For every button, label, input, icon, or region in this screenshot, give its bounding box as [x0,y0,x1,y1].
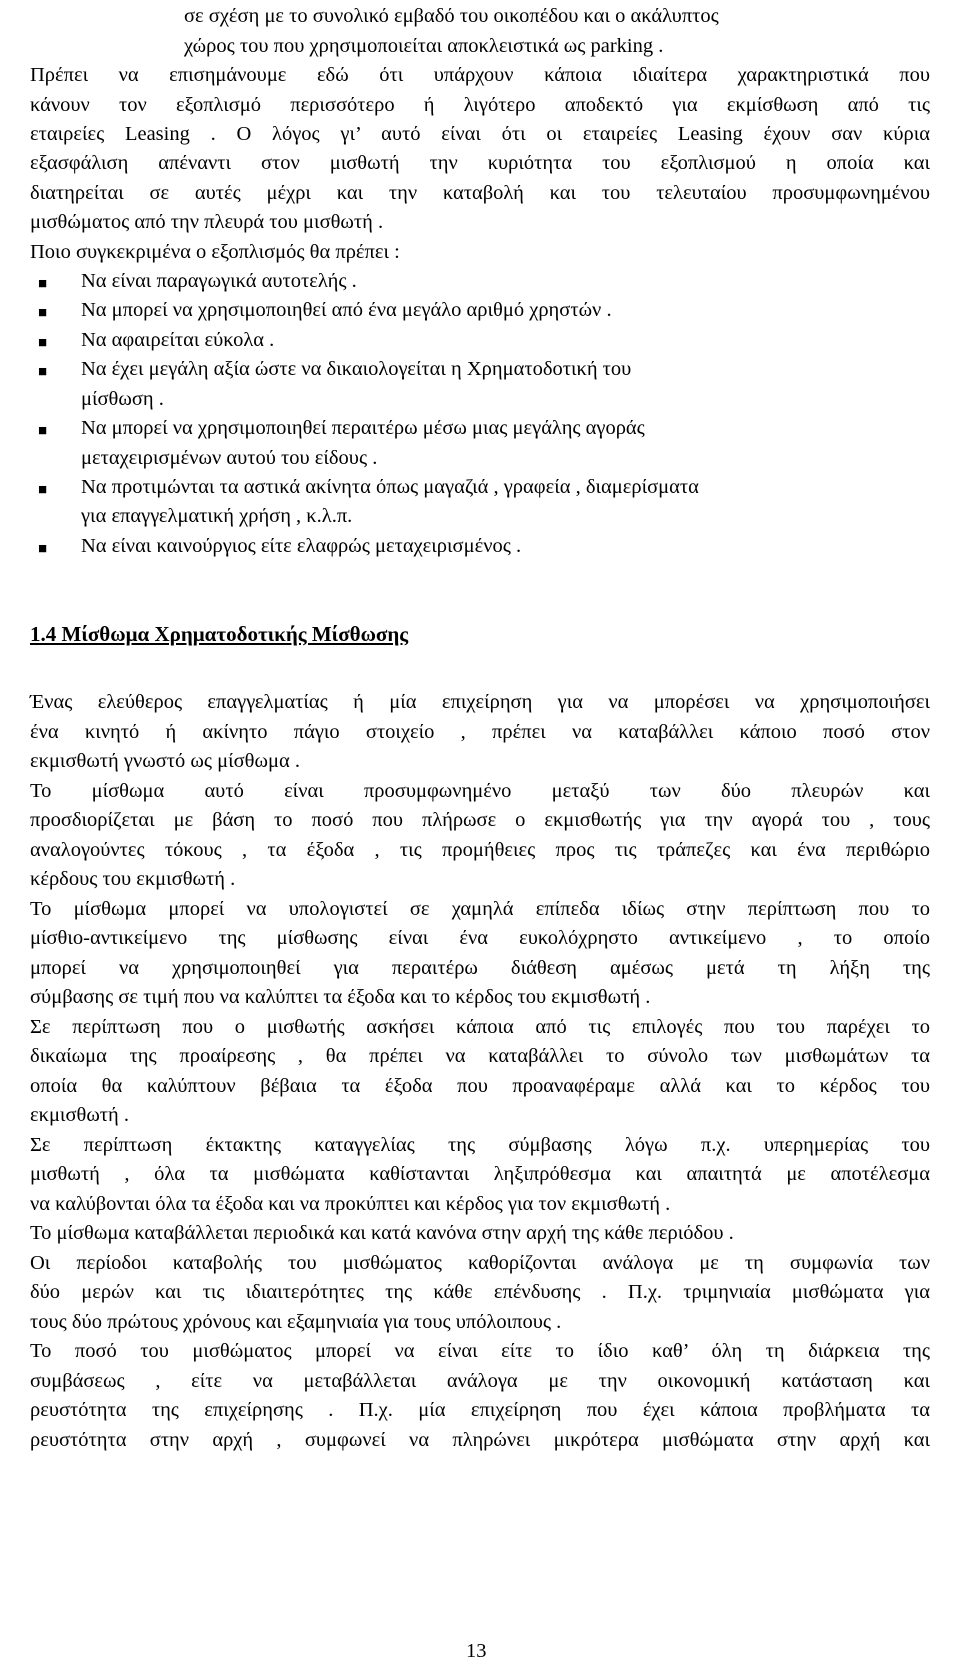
page-number: 13 [466,1640,487,1662]
body-line: να καλύβονται όλα τα έξοδα και να προκύπτει και κέρδος για τον εκμισθωτή . [30,1193,671,1215]
body-line: Το ποσό του μισθώματος μπορεί να είναι είτε το ίδιο καθ’ όλη τη διάρκεια της [30,1340,930,1362]
para1-line-2: κάνουν τον εξοπλισμό περισσότερο ή λιγότερο αποδεκτό για εκμίσθωση από τις [30,94,930,116]
body-line: μίσθιο-αντικείμενο της μίσθωσης είναι ένα ευκολόχρηστο αντικείμενο , το οποίο [30,927,930,949]
body-line: τους δύο πρώτους χρόνους και εξαμηνιαία για τους υπόλοιπους . [30,1311,562,1333]
body-line: ρευστότητα στην αρχή , συμφωνεί να πληρώνει μικρότερα μισθώματα στην αρχή και [30,1429,930,1451]
list-item: Να μπορεί να χρησιμοποιηθεί περαιτέρω μέσω μιας μεγάλης αγοράς [81,417,645,439]
para1-line-4: εξασφάλιση απέναντι στον μισθωτή την κυριότητα του εξοπλισμού η οποία και [30,152,930,174]
list-item: Να προτιμώνται τα αστικά ακίνητα όπως μαγαζιά , γραφεία , διαμερίσματα [81,476,699,498]
bullet-icon: ■ [38,335,48,351]
list-item: Να είναι παραγωγικά αυτοτελής . [81,270,357,292]
list-item: Να αφαιρείται εύκολα . [81,329,275,351]
body-line: Το μίσθωμα καταβάλλεται περιοδικά και κατά κανόνα στην αρχή της κάθε περιόδου . [30,1222,734,1244]
bullet-icon: ■ [38,305,48,321]
body-line: συμβάσεως , είτε να μεταβάλλεται ανάλογα με την οικονομική κατάσταση και [30,1370,930,1392]
list-item-continuation: μεταχειρισμένων αυτού του είδους . [81,447,378,469]
body-line: μισθωτή , όλα τα μισθώματα καθίστανται ληξιπρόθεσμα και απαιτητά με αποτέλεσμα [30,1163,930,1185]
bullet-icon: ■ [38,423,48,439]
list-item: Να μπορεί να χρησιμοποιηθεί από ένα μεγάλο αριθμό χρηστών . [81,299,612,321]
body-line: μπορεί να χρησιμοποιηθεί για περαιτέρω διάθεση αμέσως μετά τη λήξη της [30,957,930,979]
body-line: Το μίσθωμα αυτό είναι προσυμφωνημένο μεταξύ των δύο πλευρών και [30,780,930,802]
body-line: ρευστότητα της επιχείρησης . Π.χ. μία επιχείρηση που έχει κάποια προβλήματα τα [30,1399,930,1421]
list-item: Να έχει μεγάλη αξία ώστε να δικαιολογείται η Χρηματοδοτική του [81,358,632,380]
body-line: εκμισθωτή γνωστό ως μίσθωμα . [30,750,300,772]
body-line: Ένας ελεύθερος επαγγελματίας ή μία επιχείρηση για να μπορέσει να χρησιμοποιήσει [30,691,930,713]
list-item-continuation: μίσθωση . [81,388,164,410]
intro-line-1: σε σχέση με το συνολικό εμβαδό του οικοπέδου και ο ακάλυπτος [184,5,719,27]
body-line: δικαίωμα της προαίρεσης , θα πρέπει να καταβάλλει το σύνολο των μισθωμάτων τα [30,1045,930,1067]
body-line: σύμβασης σε τιμή που να καλύπτει τα έξοδα και το κέρδος του εκμισθωτή . [30,986,651,1008]
bullet-icon: ■ [38,482,48,498]
body-line: αναλογούντες τόκους , τα έξοδα , τις προμήθειες προς τις τράπεζες και ένα περιθώριο [30,839,930,861]
bullet-icon: ■ [38,276,48,292]
body-line: Σε περίπτωση που ο μισθωτής ασκήσει κάποια από τις επιλογές που του παρέχει το [30,1016,930,1038]
body-line: προσδιορίζεται με βάση το ποσό που πλήρωσε ο εκμισθωτής για την αγορά του , τους [30,809,930,831]
body-line: κέρδους του εκμισθωτή . [30,868,236,890]
body-line: Οι περίοδοι καταβολής του μισθώματος καθορίζονται ανάλογα με τη συμφωνία των [30,1252,930,1274]
body-line: εκμισθωτή . [30,1104,130,1126]
section-heading: 1.4 Μίσθωμα Χρηματοδοτικής Μίσθωσης [30,622,409,646]
para1-line-3: εταιρείες Leasing . Ο λόγος γι’ αυτό είναι ότι οι εταιρείες Leasing έχουν σαν κύρια [30,123,930,145]
body-line: δύο μερών και τις ιδιαιτερότητες της κάθε επένδυσης . Π.χ. τριμηνιαία μισθώματα για [30,1281,930,1303]
para1-line-5: διατηρείται σε αυτές μέχρι και την καταβολή και του τελευταίου προσυμφωνημένου [30,182,930,204]
list-item: Να είναι καινούργιος είτε ελαφρώς μεταχειρισμένος . [81,535,522,557]
intro-line-2: χώρος του που χρησιμοποιείται αποκλειστικά ως parking . [184,35,664,57]
bullet-icon: ■ [38,541,48,557]
body-line: Σε περίπτωση έκτακτης καταγγελίας της σύμβασης λόγω π.χ. υπερημερίας του [30,1134,930,1156]
body-line: Το μίσθωμα μπορεί να υπολογιστεί σε χαμηλά επίπεδα ιδίως στην περίπτωση που το [30,898,930,920]
para1-line-1: Πρέπει να επισημάνουμε εδώ ότι υπάρχουν κάποια ιδιαίτερα χαρακτηριστικά που [30,64,930,86]
list-intro: Ποιο συγκεκριμένα ο εξοπλισμός θα πρέπει : [30,241,400,263]
bullet-icon: ■ [38,364,48,380]
list-item-continuation: για επαγγελματική χρήση , κ.λ.π. [81,505,353,527]
body-line: ένα κινητό ή ακίνητο πάγιο στοιχείο , πρέπει να καταβάλλει κάποιο ποσό στον [30,721,930,743]
body-line: οποία θα καλύπτουν βέβαια τα έξοδα που προαναφέραμε αλλά και το κέρδος του [30,1075,930,1097]
para1-line-6: μισθώματος από την πλευρά του μισθωτή . [30,211,384,233]
